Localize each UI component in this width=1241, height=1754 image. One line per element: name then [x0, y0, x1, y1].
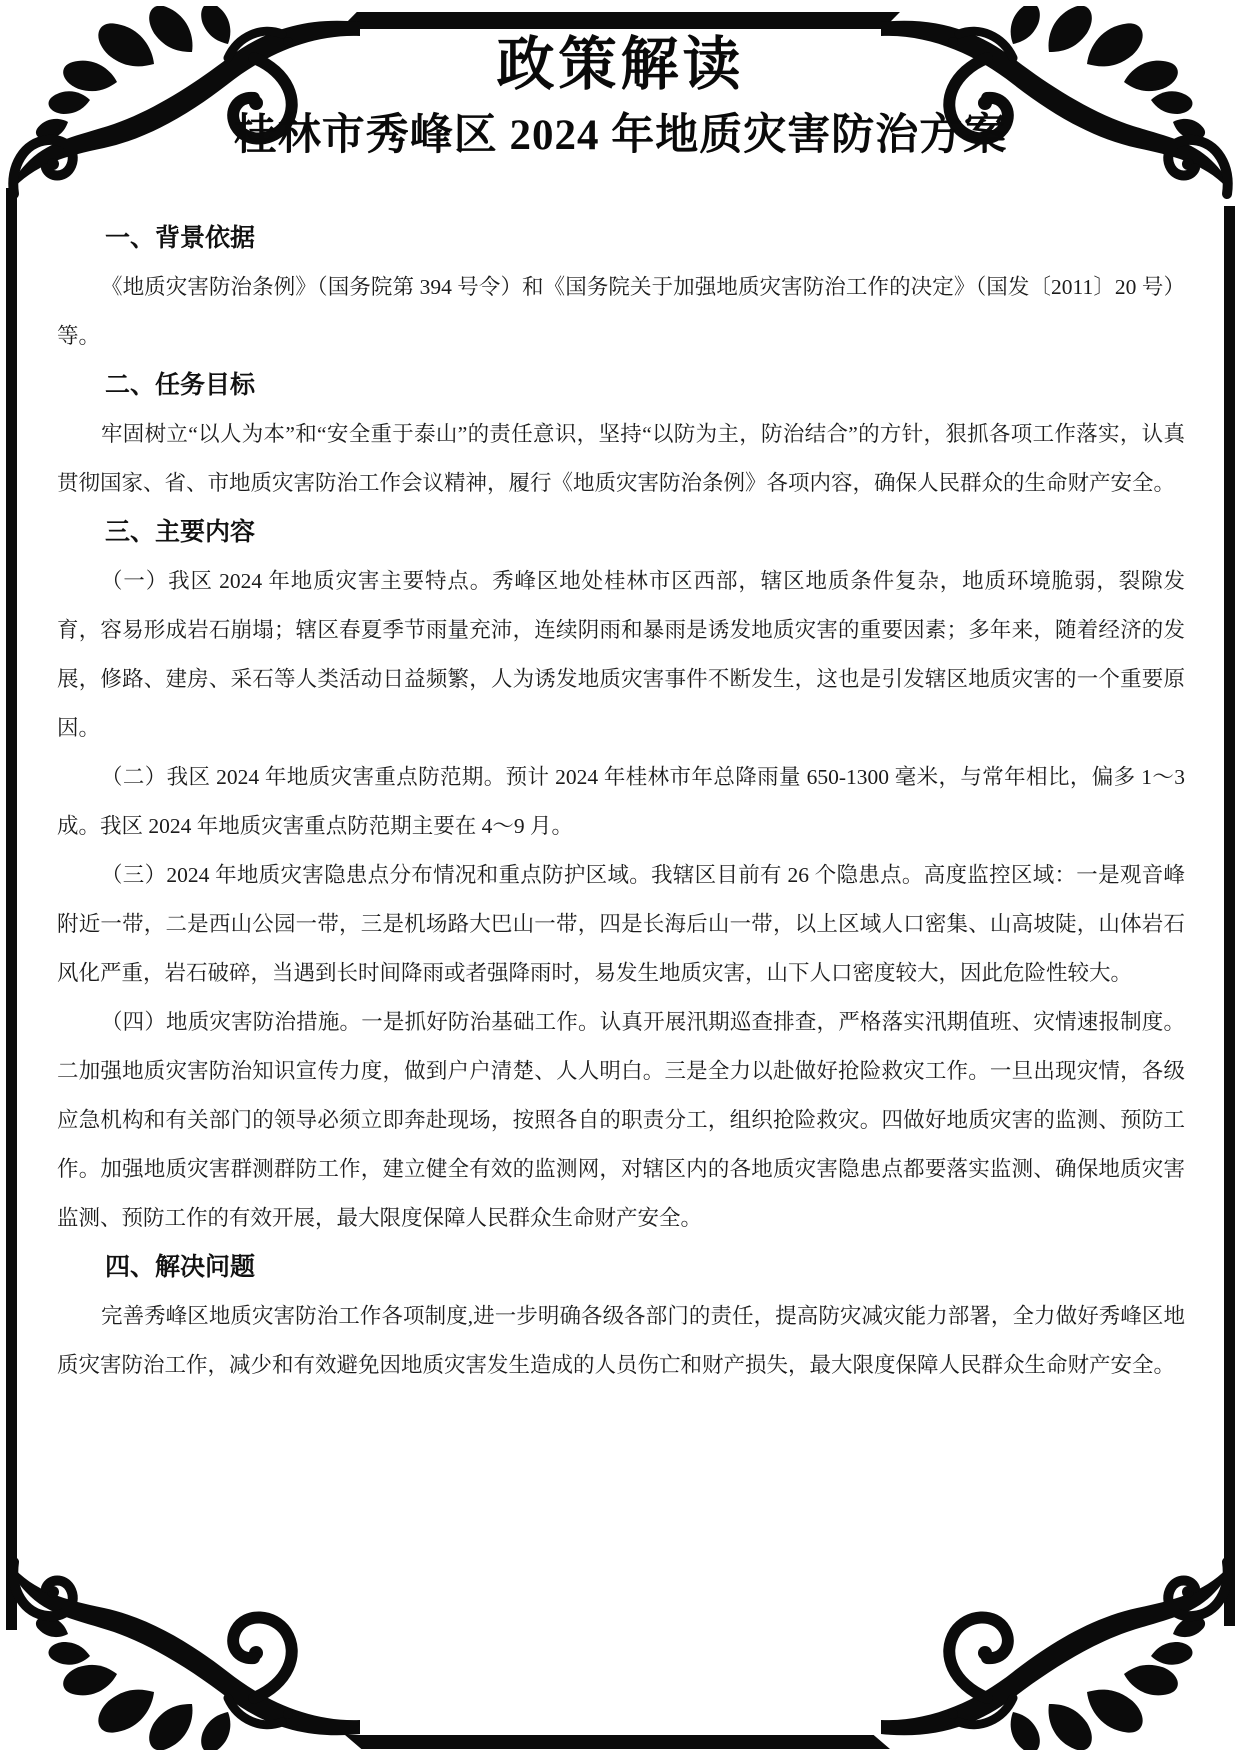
right-border-rule [1224, 206, 1235, 1626]
section-heading-4: 四、解决问题 [105, 1253, 256, 1281]
paragraph: 完善秀峰区地质灾害防治工作各项制度,进一步明确各级各部门的责任，提高防灾减灾能力部署，全力做好秀峰区地质灾害防治工作，减少和有效避免因地质灾害发生造成的人员伤亡和财产损失，最大限度保障人民群众生命财产安全。 [57, 1304, 1185, 1377]
document-title: 桂林市秀峰区 2024 年地质灾害防治方案 [233, 112, 1008, 159]
paragraph: （三）2024 年地质灾害隐患点分布情况和重点防护区域。我辖区目前有 26 个隐患点。高度监控区域：一是观音峰附近一带，二是西山公园一带，三是机场路大巴山一带，四是长海后山一带，以上区域人口密集、山高坡陡，山体岩石风化严重，岩石破碎，当遇到长时间降雨或者强降雨时，易发生地质灾害，山下人口密度较大，因此危险性较大。 [57, 863, 1185, 985]
paragraph: （四）地质灾害防治措施。一是抓好防治基础工作。认真开展汛期巡查排查，严格落实汛期值班、灾情速报制度。二加强地质灾害防治知识宣传力度，做到户户清楚、人人明白。三是全力以赴做好抢险救灾工作。一旦出现灾情，各级应急机构和有关部门的领导必须立即奔赴现场，按照各自的职责分工，组织抢险救灾。四做好地质灾害的监测、预防工作。加强地质灾害群测群防工作，建立健全有效的监测网，对辖区内的各地质灾害隐患点都要落实监测、确保地质灾害监测、预防工作的有效开展，最大限度保障人民群众生命财产安全。 [57, 1010, 1185, 1230]
section-heading-2: 二、任务目标 [105, 371, 256, 399]
section-heading-3: 三、主要内容 [105, 518, 256, 546]
page-title: 政策解读 [496, 32, 745, 97]
corner-flourish-bottom-right-icon [877, 1550, 1237, 1750]
document-body [57, 214, 1185, 1390]
section-heading-1: 一、背景依据 [105, 224, 256, 252]
paragraph: （二）我区 2024 年地质灾害重点防范期。预计 2024 年桂林市年总降雨量 650-1300 毫米，与常年相比，偏多 1～3 成。我区 2024 年地质灾害重点防范期主要在 4～9 月。 [57, 765, 1185, 838]
corner-flourish-bottom-left-icon [4, 1550, 364, 1750]
paragraph: 牢固树立“以人为本”和“安全重于泰山”的责任意识，坚持“以防为主，防治结合”的方针，狠抓各项工作落实，认真贯彻国家、省、市地质灾害防治工作会议精神，履行《地质灾害防治条例》各项内容，确保人民群众的生命财产安全。 [57, 422, 1185, 495]
paragraph: （一）我区 2024 年地质灾害主要特点。秀峰区地处桂林市区西部，辖区地质条件复杂，地质环境脆弱，裂隙发育，容易形成岩石崩塌；辖区春夏季节雨量充沛，连续阴雨和暴雨是诱发地质灾害的重要因素；多年来，随着经济的发展，修路、建房、采石等人类活动日益频繁，人为诱发地质灾害事件不断发生，这也是引发辖区地质灾害的一个重要原因。 [57, 569, 1185, 740]
top-rule [340, 12, 900, 29]
paragraph: 《地质灾害防治条例》（国务院第 394 号令）和《国务院关于加强地质灾害防治工作的决定》（国发〔2011〕20 号）等。 [57, 275, 1185, 348]
left-border-rule [6, 188, 17, 1630]
bottom-rule [345, 1735, 890, 1749]
